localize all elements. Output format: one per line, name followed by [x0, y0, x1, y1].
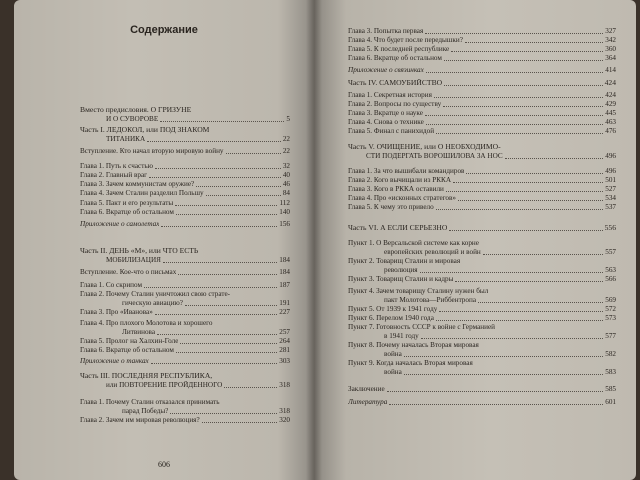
toc-entry — [80, 162, 290, 171]
toc-entry-page: 112 — [279, 199, 290, 207]
toc-entry — [80, 281, 290, 290]
toc-entry — [384, 368, 616, 377]
toc-entry — [80, 398, 290, 407]
dot-leader — [444, 60, 603, 61]
toc-entry-page: 22 — [282, 147, 290, 155]
toc-entry-page: 566 — [605, 275, 616, 283]
toc-entry-title: Глава 2. Кого вычищали из РККА — [348, 176, 452, 184]
toc-entry-title: Глава 3. Попытка первая — [348, 27, 424, 35]
dot-leader — [451, 51, 603, 52]
toc-entry — [106, 256, 290, 265]
toc-entry — [80, 346, 290, 355]
dot-leader — [483, 254, 603, 255]
toc-entry-page: 496 — [605, 152, 616, 160]
toc-entry — [348, 36, 616, 45]
dot-leader — [434, 97, 603, 98]
toc-entry-page: 303 — [279, 357, 290, 365]
toc-entry — [348, 385, 616, 394]
toc-entry — [348, 257, 616, 266]
toc-entry-title: Часть VI. А ЕСЛИ СЕРЬЕЗНО — [348, 224, 448, 232]
dot-leader — [420, 272, 604, 273]
toc-entry-page: 140 — [279, 208, 290, 216]
toc-entry-page: 187 — [279, 281, 290, 289]
toc-entry — [80, 268, 290, 277]
dot-leader — [505, 158, 604, 159]
toc-entry-title: Приложение о танках — [80, 357, 149, 365]
toc-entry-page: 572 — [605, 305, 616, 313]
toc-entry — [80, 372, 290, 381]
dot-leader — [185, 305, 277, 306]
toc-entry — [80, 147, 290, 156]
toc-entry-title: Глава 3. Про «Иванова» — [80, 308, 153, 316]
toc-entry-title: пакт Молотова—Риббентропа — [384, 296, 477, 304]
toc-entry-page: 476 — [605, 127, 616, 135]
toc-entry-title: Глава 4. Зачем Сталин разделил Польшу — [80, 189, 204, 197]
toc-entry-title: СТИ ПОДЕРГАТЬ ВОРОШИЛОВА ЗА НОС — [366, 152, 503, 160]
toc-entry — [80, 199, 290, 208]
toc-entry-title: Вступление. Кое-что о письмах — [80, 268, 177, 276]
dot-leader — [439, 311, 603, 312]
dot-leader — [155, 168, 281, 169]
toc-entry-title: Пункт 7. Готовность СССР к войне с Германией — [348, 323, 496, 331]
dot-leader — [202, 422, 278, 423]
toc-entry-page: 424 — [605, 91, 616, 99]
dot-leader — [151, 363, 277, 364]
open-book — [14, 0, 636, 480]
toc-entry-title: Глава 6. Вкратце об остальном — [80, 346, 174, 354]
toc-entry-page: 320 — [279, 416, 290, 424]
dot-leader — [425, 115, 603, 116]
toc-entry-title: Глава 1. За что вышибали командиров — [348, 167, 465, 175]
toc-entry-page: 364 — [605, 54, 616, 62]
dot-leader — [453, 182, 603, 183]
toc-entry — [384, 248, 616, 257]
dot-leader — [426, 72, 603, 73]
toc-entry — [348, 143, 616, 152]
toc-entry-title: Часть I. ЛЕДОКОЛ, или ПОД ЗНАКОМ — [80, 126, 210, 134]
toc-entry-title: война — [384, 350, 402, 358]
left-page — [14, 0, 314, 480]
toc-entry-title: Пункт 9. Когда началась Вторая мировая — [348, 359, 473, 367]
toc-entry-title: Часть IV. САМОУБИЙСТВО — [348, 79, 443, 87]
toc-entry — [80, 416, 290, 425]
toc-entry-title: Глава 2. Зачем им мировая революция? — [80, 416, 200, 424]
toc-entry-title: Вместо предисловия. О ГРИЗУНЕ — [80, 106, 192, 114]
toc-entry — [106, 381, 290, 390]
toc-entry-title: Глава 6. Вкратце об остальном — [348, 54, 442, 62]
toc-entry-title: Глава 3. Кого в РККА оставили — [348, 185, 444, 193]
toc-entry-title: Глава 3. Вкратце о науке — [348, 109, 423, 117]
toc-entry — [80, 126, 290, 135]
toc-entry — [80, 106, 290, 115]
toc-entry — [348, 323, 616, 332]
toc-entry — [348, 167, 616, 176]
toc-entry-page: 191 — [279, 299, 290, 307]
toc-entry-title: Глава 5. К последней республике — [348, 45, 450, 53]
toc-entry-title: в 1941 году — [384, 332, 419, 340]
toc-entry-title: Пункт 3. Товарищ Сталин и кадры — [348, 275, 454, 283]
dot-leader — [226, 153, 281, 154]
dot-leader — [196, 186, 281, 187]
toc-entry — [80, 247, 290, 256]
dot-leader — [387, 391, 604, 392]
toc-entry-page: 583 — [605, 368, 616, 376]
toc-entry — [348, 305, 616, 314]
toc-entry-page: 582 — [605, 350, 616, 358]
dot-leader — [157, 334, 277, 335]
dot-leader — [455, 281, 603, 282]
toc-entry — [348, 239, 616, 248]
toc-entry — [384, 266, 616, 275]
dot-leader — [443, 106, 603, 107]
toc-entry — [348, 287, 616, 296]
toc-entry-title: Глава 1. Секретная история — [348, 91, 432, 99]
toc-entry — [122, 328, 290, 337]
toc-entry-page: 534 — [605, 194, 616, 202]
toc-entry-title: Глава 5. Пролог на Халхин-Голе — [80, 337, 179, 345]
toc-entry-page: 496 — [605, 167, 616, 175]
toc-entry-title: Глава 1. Со скрипом — [80, 281, 143, 289]
dot-leader — [224, 387, 277, 388]
toc-entry-page: 318 — [279, 407, 290, 415]
toc-entry-page: 22 — [282, 135, 290, 143]
toc-entry-title: революция — [384, 266, 418, 274]
page-number: 606 — [158, 460, 170, 469]
toc-entry — [366, 152, 616, 161]
toc-entry-title: Часть III. ПОСЛЕДНЯЯ РЕСПУБЛИКА, — [80, 372, 213, 380]
toc-entry-page: 84 — [282, 189, 290, 197]
dot-leader — [446, 191, 603, 192]
toc-entry-page: 537 — [605, 203, 616, 211]
dot-leader — [466, 173, 603, 174]
dot-leader — [389, 404, 603, 405]
toc-entry-title: Приложение о связинках — [348, 66, 424, 74]
toc-entry — [80, 208, 290, 217]
toc-entry-page: 264 — [279, 337, 290, 345]
toc-entry — [122, 299, 290, 308]
toc-entry-title: Приложение о самолетах — [80, 220, 160, 228]
toc-entry-title: МОБИЛИЗАЦИЯ — [106, 256, 161, 264]
toc-entry-title: или ПОВТОРЕНИЕ ПРОЙДЕННОГО — [106, 381, 223, 389]
toc-entry-page: 156 — [279, 220, 290, 228]
dot-leader — [206, 195, 281, 196]
toc-entry-title: гическую авиацию? — [122, 299, 183, 307]
toc-title: Содержание — [130, 24, 198, 36]
toc-entry-page: 569 — [605, 296, 616, 304]
dot-leader — [161, 226, 277, 227]
toc-entry-title: Литвинова — [122, 328, 156, 336]
toc-entry-page: 445 — [605, 109, 616, 117]
toc-entry — [384, 350, 616, 359]
toc-entry-page: 429 — [605, 100, 616, 108]
toc-entry — [384, 332, 616, 341]
toc-entry — [348, 66, 616, 75]
toc-entry-title: Заключение — [348, 385, 385, 393]
toc-entry-title: Литература — [348, 398, 388, 406]
dot-leader — [175, 205, 277, 206]
toc-entry-page: 184 — [279, 256, 290, 264]
toc-entry-title: Глава 5. Финал с панихидой — [348, 127, 435, 135]
toc-entry-page: 414 — [605, 66, 616, 74]
toc-entry-title: Глава 4. Снова о технике — [348, 118, 424, 126]
dot-leader — [176, 214, 277, 215]
toc-entry-title: Вступление. Кто начал вторую мировую войну — [80, 147, 224, 155]
toc-entry-page: 5 — [286, 115, 290, 123]
toc-entry — [348, 359, 616, 368]
toc-entry-page: 281 — [279, 346, 290, 354]
dot-leader — [149, 177, 281, 178]
toc-entry-page: 573 — [605, 314, 616, 322]
toc-entry — [80, 308, 290, 317]
toc-entry — [348, 45, 616, 54]
toc-entry-title: Пункт 5. От 1939 к 1941 году — [348, 305, 438, 313]
dot-leader — [436, 133, 603, 134]
toc-entry — [348, 224, 616, 233]
toc-entry-page: 501 — [605, 176, 616, 184]
toc-entry — [348, 194, 616, 203]
toc-entry-page: 577 — [605, 332, 616, 340]
toc-entry-page: 424 — [604, 78, 616, 87]
toc-entry — [348, 314, 616, 323]
dot-leader — [426, 124, 603, 125]
toc-entry-title: Глава 6. Вкратце об остальном — [80, 208, 174, 216]
toc-entry-page: 557 — [605, 248, 616, 256]
toc-entry-page: 601 — [605, 398, 616, 406]
toc-entry-title: ТИТАНИКА — [106, 135, 146, 143]
toc-entry — [80, 220, 290, 229]
dot-leader — [436, 320, 603, 321]
dot-leader — [478, 302, 603, 303]
toc-entry-title: Глава 1. Почему Сталин отказался принимать — [80, 398, 220, 406]
toc-entry — [80, 337, 290, 346]
toc-entry — [80, 189, 290, 198]
toc-entry-page: 556 — [604, 223, 616, 232]
toc-entry-page: 585 — [605, 385, 616, 393]
toc-entry — [348, 79, 616, 88]
toc-entry-title: европейских революций и войн — [384, 248, 481, 256]
dot-leader — [404, 356, 603, 357]
toc-entry-page: 32 — [282, 162, 290, 170]
toc-entry — [80, 171, 290, 180]
toc-entry-title: Глава 2. Главный враг — [80, 171, 148, 179]
toc-entry-page: 527 — [605, 185, 616, 193]
dot-leader — [404, 374, 603, 375]
toc-entry-title: Глава 5. Пакт и его результаты — [80, 199, 174, 207]
toc-entry — [106, 135, 290, 144]
toc-entry-title: Пункт 8. Почему началась Вторая мировая — [348, 341, 479, 349]
dot-leader — [178, 274, 277, 275]
toc-entry — [348, 127, 616, 136]
toc-entry — [384, 296, 616, 305]
dot-leader — [163, 262, 277, 263]
dot-leader — [444, 85, 602, 86]
toc-entry — [348, 100, 616, 109]
toc-entry-page: 257 — [279, 328, 290, 336]
dot-leader — [160, 121, 284, 122]
dot-leader — [436, 209, 603, 210]
toc-entry-page: 463 — [605, 118, 616, 126]
toc-entry — [80, 290, 290, 299]
dot-leader — [425, 33, 603, 34]
book-gutter — [306, 0, 322, 480]
toc-entry-title: Часть II. ДЕНЬ «М», или ЧТО ЕСТЬ — [80, 247, 199, 255]
toc-entry — [348, 275, 616, 284]
toc-entry-title: Пункт 6. Перелом 1940 года — [348, 314, 434, 322]
toc-entry — [348, 398, 616, 407]
toc-entry — [106, 115, 290, 124]
toc-entry-title: Глава 4. Что будет после передышки? — [348, 36, 463, 44]
toc-entry-title: Глава 2. Вопросы по существу — [348, 100, 442, 108]
toc-entry — [348, 341, 616, 350]
toc-entry-page: 184 — [279, 268, 290, 276]
toc-entry — [80, 357, 290, 366]
right-page — [314, 0, 636, 480]
toc-entry — [348, 118, 616, 127]
dot-leader — [449, 230, 602, 231]
dot-leader — [421, 338, 603, 339]
dot-leader — [170, 413, 277, 414]
toc-entry — [80, 180, 290, 189]
toc-entry — [348, 91, 616, 100]
toc-entry-title: Глава 4. Про плохого Молотова и хорошего — [80, 319, 213, 327]
dot-leader — [465, 42, 603, 43]
toc-entry-title: Пункт 1. О Версальской системе как корне — [348, 239, 479, 247]
toc-entry — [348, 54, 616, 63]
dot-leader — [155, 314, 277, 315]
dot-leader — [458, 200, 603, 201]
toc-entry-title: Глава 2. Почему Сталин уничтожил свою страте- — [80, 290, 231, 298]
toc-entry-title: Глава 3. Зачем коммунистам оружие? — [80, 180, 195, 188]
dot-leader — [180, 343, 277, 344]
toc-entry — [348, 109, 616, 118]
toc-entry-page: 40 — [282, 171, 290, 179]
toc-entry-title: Пункт 2. Товарищ Сталин и мировая — [348, 257, 461, 265]
toc-entry-title: Часть V. ОЧИЩЕНИЕ, или О НЕОБХОДИМО- — [348, 143, 501, 151]
toc-entry — [348, 176, 616, 185]
toc-entry-title: война — [384, 368, 402, 376]
toc-entry-title: парад Победы? — [122, 407, 169, 415]
toc-entry-page: 46 — [282, 180, 290, 188]
toc-entry — [348, 185, 616, 194]
toc-entry-title: Пункт 4. Зачем товарищу Сталину нужен был — [348, 287, 489, 295]
toc-entry-title: Глава 4. Про «исконных стратегов» — [348, 194, 456, 202]
toc-entry — [80, 319, 290, 328]
toc-entry-page: 318 — [279, 381, 290, 389]
toc-entry-page: 563 — [605, 266, 616, 274]
toc-entry — [348, 27, 616, 36]
toc-entry-title: Глава 1. Путь к счастью — [80, 162, 153, 170]
dot-leader — [147, 141, 281, 142]
dot-leader — [176, 352, 277, 353]
toc-entry-page: 342 — [605, 36, 616, 44]
toc-entry — [348, 203, 616, 212]
toc-entry — [122, 407, 290, 416]
toc-entry-page: 360 — [605, 45, 616, 53]
toc-entry-title: И О СУВОРОВЕ — [106, 115, 159, 123]
toc-entry-page: 227 — [279, 308, 290, 316]
toc-entry-page: 327 — [605, 27, 616, 35]
toc-entry-title: Глава 5. К чему это привело — [348, 203, 434, 211]
dot-leader — [144, 287, 277, 288]
